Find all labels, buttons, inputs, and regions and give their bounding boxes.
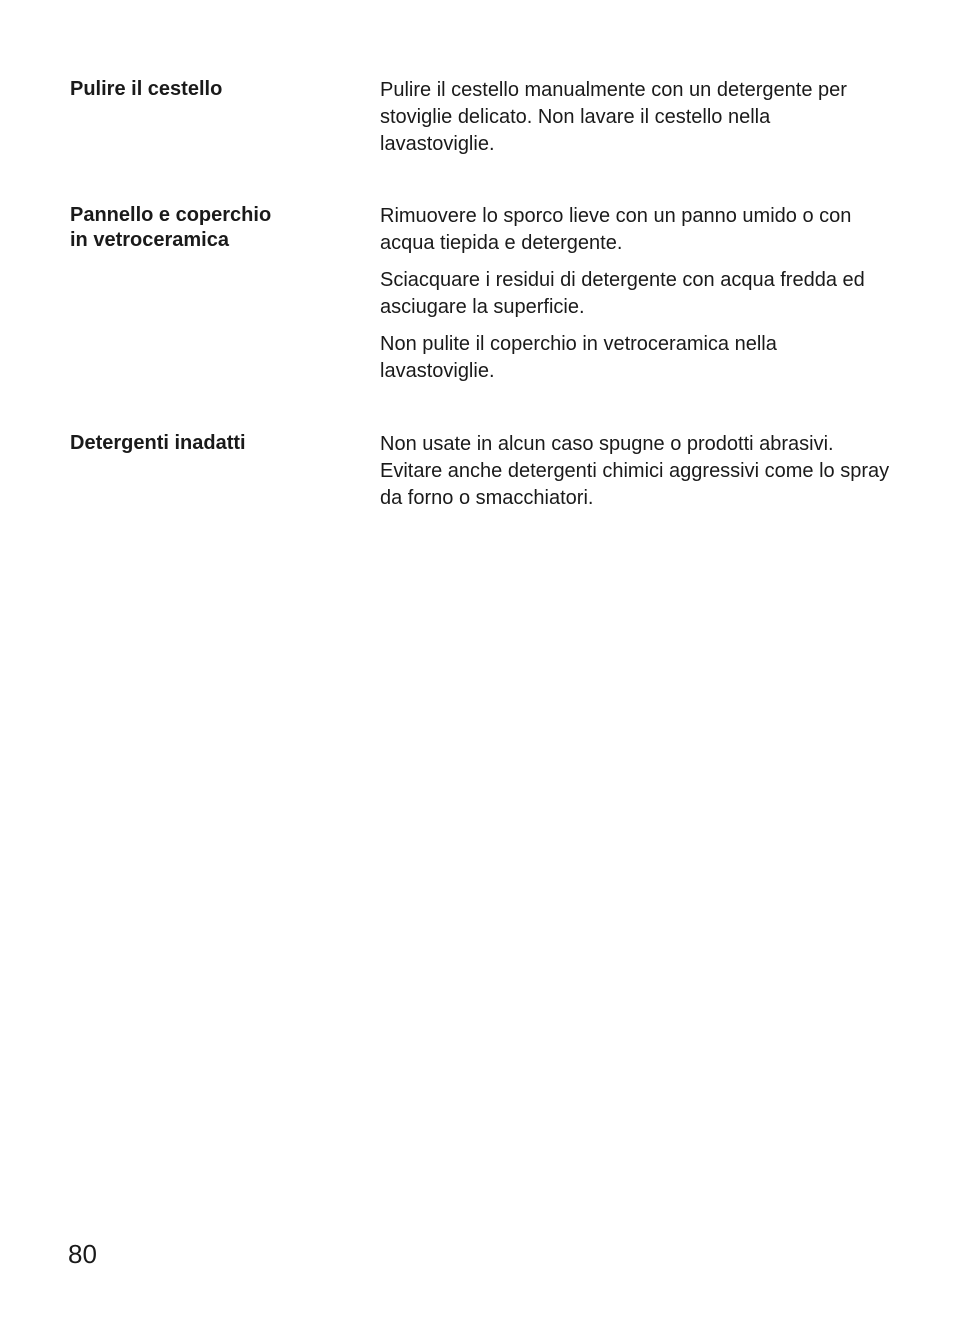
description-paragraph: Pulire il cestello manualmente con un detergente per stoviglie delicato. Non lavare il cestello nella lavastoviglie. [380,79,847,155]
description-paragraph: Non pulite il coperchio in vetroceramica nella lavastoviglie. [380,333,777,382]
section-term: Pulire il cestello [70,78,223,100]
description-paragraph: Non usate in alcun caso spugne o prodotti abrasivi. Evitare anche detergenti chimici aggressivi come lo spray da forno o smacchiatori. [380,433,890,509]
description-paragraph: Sciacquare i residui di detergente con acqua fredda ed asciugare la superficie. [380,269,865,318]
section-description [380,203,890,395]
description-paragraph: Rimuovere lo sporco lieve con un panno umido o con acqua tiepida e detergente. [380,205,852,254]
section-term: Detergenti inadatti [70,432,246,454]
section-description [380,77,890,168]
page-number: 80 [68,1239,97,1269]
section-description [380,431,890,522]
section-term: Pannello e coperchio in vetroceramica [70,204,272,251]
